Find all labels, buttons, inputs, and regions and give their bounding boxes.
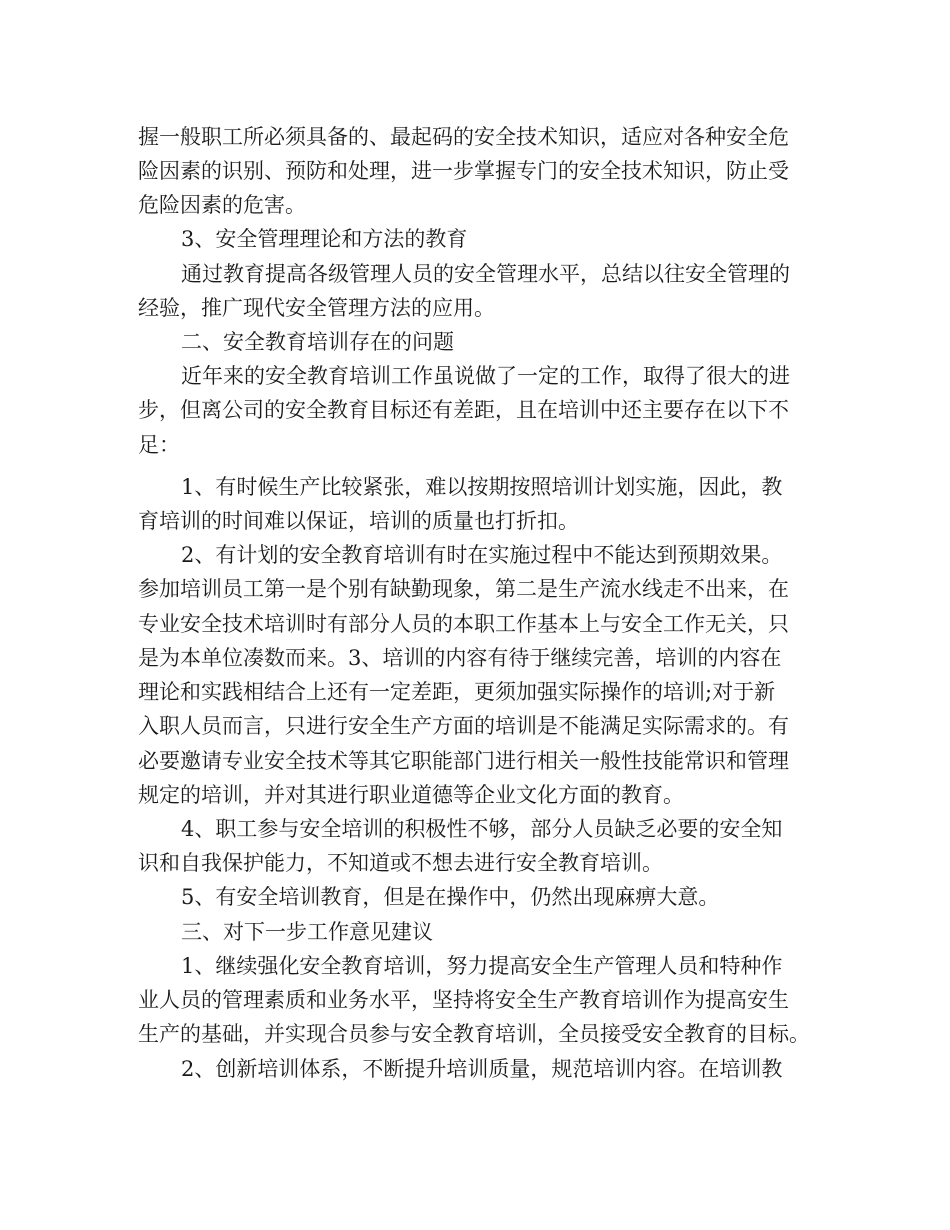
text-line: 专业安全技术培训时有部分人员的本职工作基本上与安全工作无关，只 [138, 612, 789, 636]
text-line: 参加培训员工第一是个别有缺勤现象，第二是生产流水线走不出来，在 [138, 577, 789, 601]
text-line: 足： [138, 433, 180, 457]
section-heading: 三、对下一步工作意见建议 [181, 920, 433, 944]
text-line: 育培训的时间难以保证，培训的质量也打折扣。 [138, 509, 579, 533]
text-line: 通过教育提高各级管理人员的安全管理水平，总结以往安全管理的 [181, 262, 790, 286]
text-line: 识和自我保护能力，不知道或不想去进行安全教育培训。 [138, 851, 663, 875]
section-heading: 二、安全教育培训存在的问题 [181, 330, 454, 354]
text-line: 5、有安全培训教育，但是在操作中，仍然出现麻痹大意。 [181, 885, 720, 909]
text-line: 规定的培训，并对其进行职业道德等企业文化方面的教育。 [138, 783, 684, 807]
text-line: 险因素的识别、预防和处理，进一步掌握专门的安全技术知识，防止受 [138, 159, 789, 183]
text-line: 1、有时候生产比较紧张，难以按期按照培训计划实施，因此，教 [181, 475, 783, 499]
text-line: 步，但离公司的安全教育目标还有差距，且在培训中还主要存在以下不 [138, 398, 789, 422]
text-line: 2、有计划的安全教育培训有时在实施过程中不能达到预期效果。 [181, 543, 783, 567]
text-line: 近年来的安全教育培训工作虽说做了一定的工作，取得了很大的进 [181, 364, 790, 388]
text-line: 入职人员而言，只进行安全生产方面的培训是不能满足实际需求的。有 [138, 714, 789, 738]
text-line: 4、职工参与安全培训的积极性不够，部分人员缺乏必要的安全知 [181, 817, 783, 841]
text-line: 必要邀请专业安全技术等其它职能部门进行相关一般性技能常识和管理 [138, 749, 789, 773]
text-line: 经验，推广现代安全管理方法的应用。 [138, 296, 495, 320]
text-line: 业人员的管理素质和业务水平，坚持将安全生产教育培训作为提高安生 [138, 988, 789, 1012]
text-line: 是为本单位凑数而来。3、培训的内容有待于继续完善，培训的内容在 [138, 646, 782, 670]
text-line: 2、创新培训体系，不断提升培训质量，规范培训内容。在培训教 [181, 1057, 783, 1081]
text-line: 握一般职工所必须具备的、最起码的安全技术知识，适应对各种安全危 [138, 125, 789, 149]
text-line: 1、继续强化安全教育培训，努力提高安全生产管理人员和特种作 [181, 954, 783, 978]
text-line: 危险因素的危害。 [138, 193, 306, 217]
text-line: 生产的基础，并实现合员参与安全教育培训，全员接受安全教育的目标。 [138, 1022, 810, 1046]
text-line: 理论和实践相结合上还有一定差距，更须加强实际操作的培训;对于新 [138, 680, 776, 704]
section-heading: 3、安全管理理论和方法的教育 [181, 227, 468, 251]
